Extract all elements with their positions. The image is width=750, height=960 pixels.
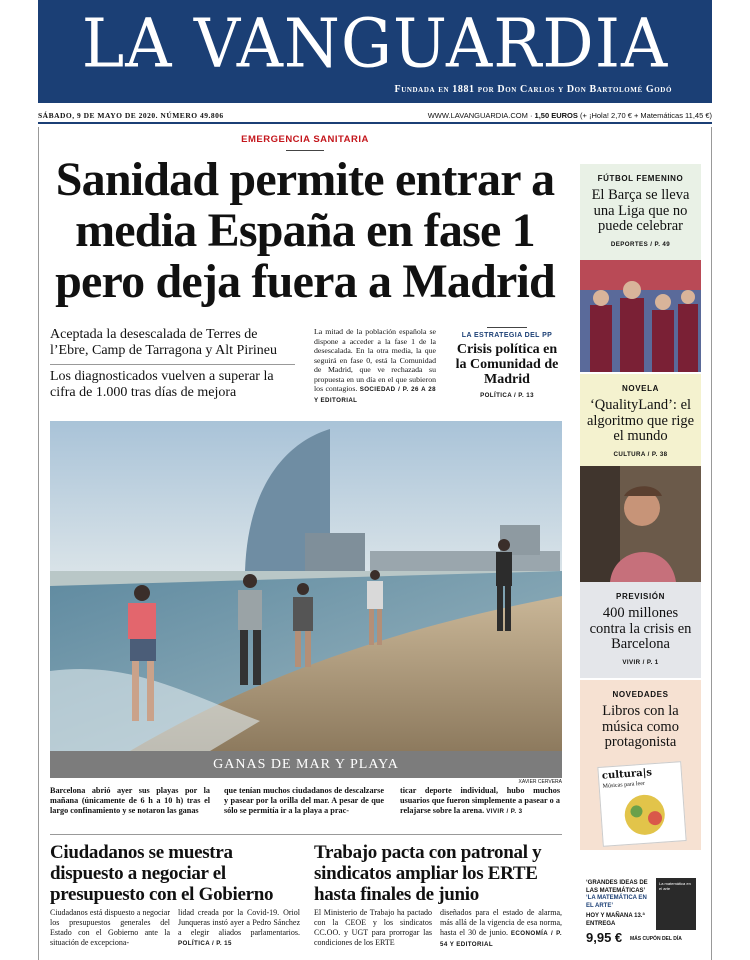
- lead-headline[interactable]: Sanidad permite entrar a media España en fase 1 pero deja fuera a Madrid: [55, 153, 555, 308]
- promo-text: [586, 880, 652, 928]
- photo-text-col-3: [400, 786, 560, 818]
- cs-col-1: Ciudadanos está dispuesto a negociar los presupuestos generales del Estado con el Gobierno ante la situación de excepciona-: [50, 908, 170, 947]
- author-photo: [580, 466, 701, 582]
- price-line: WWW.LAVANGUARDIA.COM · 1,50 EUROS (+ ¡Hola! 2,70 € + Matemáticas 11,45 €): [427, 110, 712, 120]
- founding-line: Fundada en 1881 por Don Carlos y Don Bartolomé Godó: [394, 84, 672, 95]
- rail-novela[interactable]: [580, 374, 701, 466]
- erte-col-2: [440, 908, 562, 950]
- cs-col-2: [178, 908, 300, 949]
- lead-section-ref[interactable]: SOCIEDAD / P. 26 A 28 Y EDITORIAL: [314, 386, 436, 404]
- pp-kicker: LA ESTRATEGIA DEL PP: [461, 332, 553, 339]
- novela-section-ref: CULTURA / P. 38: [613, 450, 668, 458]
- promo-matematicas[interactable]: [580, 872, 701, 952]
- lead-subhead-2: Los diagnosticados vuelven a superar la cifra de 1.000 tras días de mejora: [50, 369, 274, 400]
- lead-subhead-1: Aceptada la desescalada de Terres de l’Ebre, Camp de Tarragona y Alt Pirineu: [50, 327, 277, 358]
- promo-line-3: HOY Y MAÑANA 13.ª ENTREGA: [586, 913, 645, 927]
- price-main: 1,50 EUROS: [534, 110, 578, 120]
- lead-body-text: La mitad de la población española se dispone a acceder a la fase 1 de la desescalada. En la otra media, la que seguirá en fase 0, está la Comunidad de Madrid, que ve rechazada su propuesta en un día en el que subieron los contagios.: [314, 327, 436, 393]
- masthead: [38, 0, 712, 103]
- lead-body: [314, 327, 436, 405]
- futbol-headline[interactable]: El Barça se lleva una Liga que no puede celebrar: [591, 187, 690, 234]
- prevision-section-ref: VIVIR / P. 1: [622, 658, 659, 666]
- price-extra: (+ ¡Hola! 2,70 € + Matemáticas 11,45 €): [579, 110, 712, 120]
- website-link[interactable]: WWW.LAVANGUARDIA.COM: [427, 110, 528, 120]
- erte-col-1: El Ministerio de Trabajo ha pactado con la CEOE y los sindicatos CC.OO. y UGT para prorrogar las condiciones de los ERTE: [314, 908, 432, 947]
- pp-section-ref: POLÍTICA / P. 13: [480, 392, 534, 399]
- pp-divider: [487, 327, 527, 328]
- cultura-cover-art: [603, 786, 682, 839]
- photo-text-col-1: Barcelona abrió ayer sus playas por la mañana (únicamente de 6 h a 10 h) tras el largo confinamiento y se notaron las ganas: [50, 786, 210, 816]
- novedades-kicker: NOVEDADES: [612, 690, 669, 699]
- novedades-headline[interactable]: Libros con la música como protagonista: [602, 703, 679, 750]
- erte-headline[interactable]: Trabajo pacta con patronal y sindicatos ampliar los ERTE hasta finales de junio: [314, 842, 542, 905]
- rail-novedades[interactable]: [580, 680, 701, 850]
- photo-section-ref[interactable]: VIVIR / P. 3: [486, 808, 523, 816]
- pp-teaser[interactable]: [452, 327, 562, 399]
- erte-col-2-text: diseñados para el estado de alarma, más allá de la vigencia de esa norma, hasta el 30 de junio.: [440, 908, 562, 937]
- cs-section-ref[interactable]: POLÍTICA / P. 15: [178, 940, 232, 947]
- cultura-cover: [597, 761, 686, 847]
- beach-photo: [50, 421, 562, 751]
- dateline: [38, 108, 712, 124]
- cs-col-2-text: lidad creada por la Covid-19. Oriol Junqueras instó ayer a Pedro Sánchez a elegir aliados parlamentarios.: [178, 908, 300, 937]
- futbol-section-ref: DEPORTES / P. 49: [610, 240, 671, 248]
- subhead-divider: [50, 364, 295, 365]
- prevision-headline[interactable]: 400 millones contra la crisis en Barcelona: [589, 605, 692, 652]
- issue-date: SÁBADO, 9 DE MAYO DE 2020. NÚMERO 49.806: [38, 110, 224, 120]
- cultura-cover-line: Músicas para leer: [602, 780, 646, 790]
- rail-futbol[interactable]: [580, 164, 701, 260]
- novela-kicker: NOVELA: [622, 384, 659, 393]
- lead-kicker: EMERGENCIA SANITARIA: [241, 134, 369, 145]
- erte-section-ref[interactable]: ECONOMÍA / P. 54 Y EDITORIAL: [440, 930, 562, 948]
- photo-text-3: ticar deporte individual, hubo muchos usuarios que fueron simplemente a pasear o a relajarse sobre la arena.: [400, 786, 560, 816]
- novela-headline[interactable]: ‘QualityLand’: el algoritmo que rige el mundo: [586, 397, 695, 444]
- futbol-photo: [580, 260, 701, 372]
- photo-caption-bar: GANAS DE MAR Y PLAYA: [50, 751, 562, 778]
- cultura-masthead: cultura|s: [601, 767, 653, 782]
- cs-headline[interactable]: Ciudadanos se muestra dispuesto a negociar el presupuesto con el Gobierno: [50, 842, 274, 905]
- promo-line-1: ‘GRANDES IDEAS DE LAS MATEMÁTICAS’: [586, 880, 648, 894]
- rail-prevision[interactable]: [580, 582, 701, 678]
- promo-price: 9,95 €: [586, 930, 623, 945]
- promo-book-cover: La matemática en el arte: [656, 878, 696, 930]
- kicker-divider: [286, 150, 324, 151]
- photo-text-col-2: que tenían muchos ciudadanos de descalzarse y pasear por la orilla del mar. A pesar de que sólo se permitía ir a la playa a prac-: [224, 786, 384, 816]
- newspaper-title: LA VANGUARDIA: [81, 5, 669, 84]
- prevision-kicker: PREVISIÓN: [616, 592, 665, 601]
- futbol-kicker: FÚTBOL FEMENINO: [597, 174, 684, 183]
- promo-line-2: ‘LA MATEMÁTICA EN EL ARTE’: [586, 895, 647, 909]
- promo-price-note: MÁS CUPÓN DEL DÍA: [630, 936, 682, 942]
- photo-credit: XAVIER CERVERA: [518, 779, 562, 785]
- bottom-divider: [50, 834, 562, 835]
- pp-headline[interactable]: Crisis política en la Comunidad de Madrid: [455, 342, 559, 387]
